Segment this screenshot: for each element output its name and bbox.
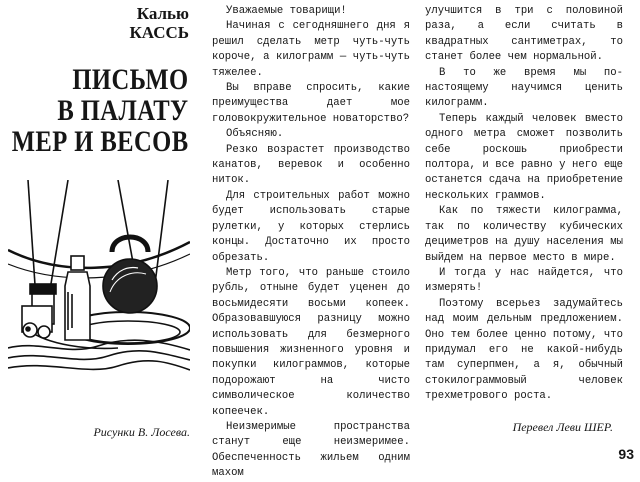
page-number: 93 bbox=[618, 446, 634, 462]
paragraph: Вы вправе спросить, какие преимущества дает мое головокружительное новаторство? bbox=[212, 82, 410, 125]
paragraph: Поэтому всерьез задумайтесь над моим дельным предложением. Оно тем более ценно потому, что придумал его не какой-нибудь там суперпмен, а я, обычный стокилограммовый человек трехметрового роста. bbox=[425, 297, 623, 403]
author-first-name: Калью bbox=[136, 4, 189, 23]
paragraph: улучшится в три с половиной раза, а если считать в квадратных сантиметрах, то станет более чем нормальной. bbox=[425, 5, 623, 64]
paragraph: Как по тяжести килограмма, так по количеству кубических дециметров на душу населения мы выйдем на первое место в мире. bbox=[425, 205, 623, 264]
article-title bbox=[12, 64, 189, 157]
author-last-name: КАССЬ bbox=[129, 23, 189, 42]
paragraph: Объясняю. bbox=[226, 128, 284, 141]
title-line-3: МЕР И ВЕСОВ bbox=[12, 125, 189, 158]
balance-scale-illustration bbox=[8, 180, 190, 376]
title-line-1: ПИСЬМО bbox=[72, 63, 189, 96]
paragraph: Для строительных работ можно будет использовать старые рулетки, у которых стерлись концы. Достаточно их просто обрезать. bbox=[212, 189, 410, 264]
paragraph: В то же время мы по-настоящему научимся ценить килограмм. bbox=[425, 66, 623, 110]
title-line-2: В ПАЛАТУ bbox=[57, 94, 189, 127]
paragraph: Неизмеримые пространства станут еще неизмеримее. Обеспеченность жильем одним махом bbox=[212, 420, 410, 480]
paragraph: Метр того, что раньше стоило рубль, отныне будет уценен до восьмидесяти восьми копеек. Образовавшуюся разницу можно использовать для безмерного повышения жизненного уровня и покупки килограммов, которые подорожают на чисто символическое количество копеечек. bbox=[212, 266, 410, 418]
paragraph: И тогда у нас найдется, что измерять! bbox=[425, 266, 623, 295]
article-column-1 bbox=[212, 4, 410, 482]
paragraph: Уважаемые товарищи! bbox=[226, 5, 347, 17]
paragraph: Теперь каждый человек вместо одного метра сможет позволить себе роскошь приобрести полтора, и все равно у него еще останется сдача на приобретение нескольких граммов. bbox=[425, 112, 623, 202]
illustration-credit: Рисунки В. Лосева. bbox=[93, 425, 190, 439]
paragraph: Начиная с сегодняшнего дня я решил сделать метр чуть-чуть короче, а килограмм — чуть-чуть тяжелее. bbox=[212, 20, 410, 79]
author-name bbox=[129, 4, 189, 42]
translator-credit: Перевел Леви ШЕР. bbox=[512, 420, 613, 434]
paragraph: Резко возрастет производство канатов, веревок и особенно ниток. bbox=[212, 143, 410, 187]
article-column-2 bbox=[425, 4, 623, 405]
